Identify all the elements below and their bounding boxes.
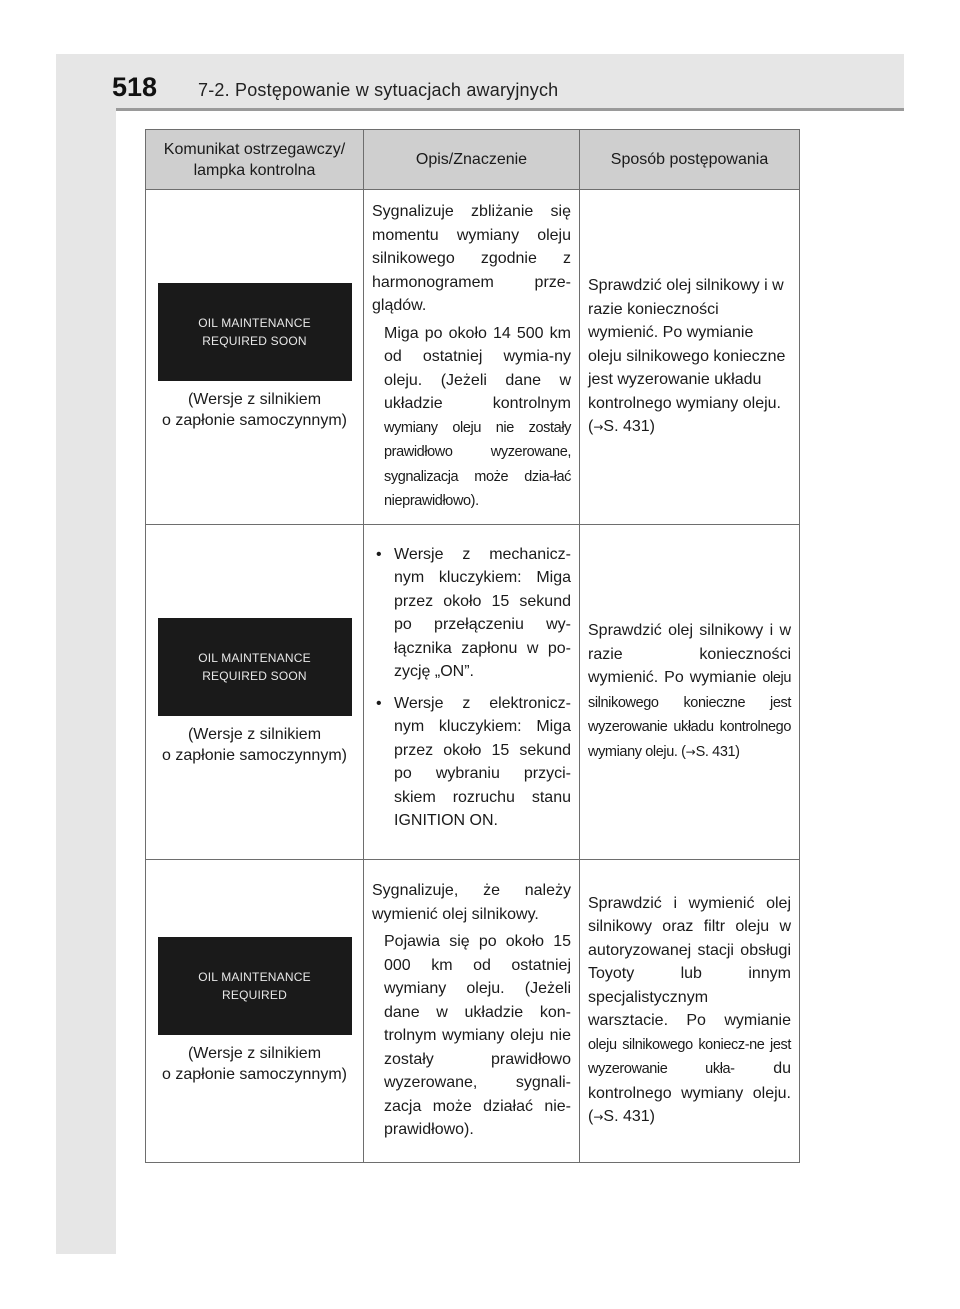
action-text-end: du kontrolnego wymiany oleju. ( [588, 1060, 791, 1125]
bullet-icon: • [376, 694, 382, 712]
side-strip [56, 54, 116, 1254]
screen-text-line2: REQUIRED SOON [202, 668, 307, 683]
version-line2: o zapłonie samoczynnym) [162, 746, 347, 764]
version-line2: o zapłonie samoczynnym) [162, 1065, 347, 1083]
version-line1: (Wersje z silnikiem [187, 725, 322, 743]
version-note [152, 389, 357, 431]
message-cell [146, 859, 364, 1162]
display-screen-image [158, 283, 352, 381]
list-item: • Wersje z elektronicz-nym kluczykiem: Miga przez około 15 sekund po wybraniu przyci-skiem rozruchu stanu IGNITION ON. [372, 692, 571, 833]
column-header-message: Komunikat ostrzegawczy/ lampka kontrolna [146, 130, 364, 190]
column-header-action: Sposób postępowania [580, 130, 800, 190]
chapter-title: 7-2. Postępowanie w sytuacjach awaryjnych [198, 80, 559, 100]
screen-text-line1: OIL MAINTENANCE [198, 969, 311, 984]
table-row [146, 190, 800, 525]
description-main: Sygnalizuje zbliżanie się momentu wymiany oleju silnikowego zgodnie z harmonogramem prze-glądów. [372, 203, 571, 314]
description-cell [364, 190, 580, 525]
action-text-compact: oleju silnikowego konieczne jest wyzerowanie układu kontrolnego wymiany oleju. ( [588, 670, 791, 760]
description-note [372, 322, 571, 514]
screen-text-line1: OIL MAINTENANCE [198, 315, 311, 330]
description-cell [364, 524, 580, 859]
version-line1: (Wersje z silnikiem [187, 390, 322, 408]
action-text: Sprawdzić i wymienić olej silnikowy oraz filtr oleju w autoryzowanej stacji obsługi Toyoty lub innym specjalistycznym warsztacie. Po wymianie [588, 894, 791, 1029]
version-note [152, 724, 357, 766]
message-cell [146, 524, 364, 859]
arrow-right-icon: → [593, 1110, 604, 1124]
page-reference-link[interactable]: S. 431) [603, 1108, 655, 1125]
page-number: 518 [112, 72, 158, 102]
action-cell [580, 190, 800, 525]
message-cell [146, 190, 364, 525]
arrow-right-icon: → [685, 744, 696, 759]
action-text: Sprawdzić olej silnikowy i w razie konieczności wymienić. Po wymianie [588, 622, 791, 686]
description-note-a: Miga po około 14 500 km od ostatniej wymia-ny oleju. (Jeżeli dane w układzie kontrolnym [384, 324, 571, 412]
bullet-icon: • [376, 545, 382, 563]
page-reference-link[interactable]: S. 431) [603, 418, 655, 435]
action-text: Sprawdzić olej silnikowy i w razie konieczności wymienić. Po wymianie oleju silnikowego konieczne jest wyzerowanie układu kontrolnego wymiany oleju. ( [588, 277, 786, 435]
warning-table [145, 129, 800, 1163]
column-header-description: Opis/Znaczenie [364, 130, 580, 190]
action-cell [580, 859, 800, 1162]
display-screen-image [158, 618, 352, 716]
version-line1: (Wersje z silnikiem [187, 1044, 322, 1062]
action-text-compact: oleju silnikowego koniecz-ne jest wyzerowanie ukła- [588, 1036, 791, 1077]
description-cell [364, 859, 580, 1162]
page-reference-link[interactable]: S. 431) [695, 743, 740, 760]
version-line2: o zapłonie samoczynnym) [162, 411, 347, 429]
table-row [146, 859, 800, 1162]
screen-text-line2: REQUIRED SOON [202, 333, 307, 348]
list-item: • Wersje z mechanicz-nym kluczykiem: Miga przez około 15 sekund po przełączeniu wy-łącznika zapłonu w po-zycję „ON”. [372, 543, 571, 684]
arrow-right-icon: → [593, 420, 604, 434]
table-header-row [146, 130, 800, 190]
screen-text-line2: REQUIRED [222, 987, 287, 1002]
description-bullet-list [372, 543, 571, 833]
table-row [146, 524, 800, 859]
version-note [152, 1043, 357, 1085]
header-divider [116, 108, 904, 111]
display-screen-image [158, 937, 352, 1035]
screen-text-line1: OIL MAINTENANCE [198, 650, 311, 665]
description-note-b: wymiany oleju nie zostały prawidłowo wyzerowane, sygnalizacja może dzia-łać nieprawidłowo). [384, 419, 571, 509]
description-note: Pojawia się po około 15 000 km od ostatniej wymiany oleju. (Jeżeli dane w układzie kon-trolnym wymiany oleju nie zostały prawidłowo wyzerowane, sygnali-zacja może działać nie-prawidłowo). [384, 933, 571, 1139]
description-main: Sygnalizuje, że należy wymienić olej silnikowy. [372, 882, 571, 923]
action-cell [580, 524, 800, 859]
